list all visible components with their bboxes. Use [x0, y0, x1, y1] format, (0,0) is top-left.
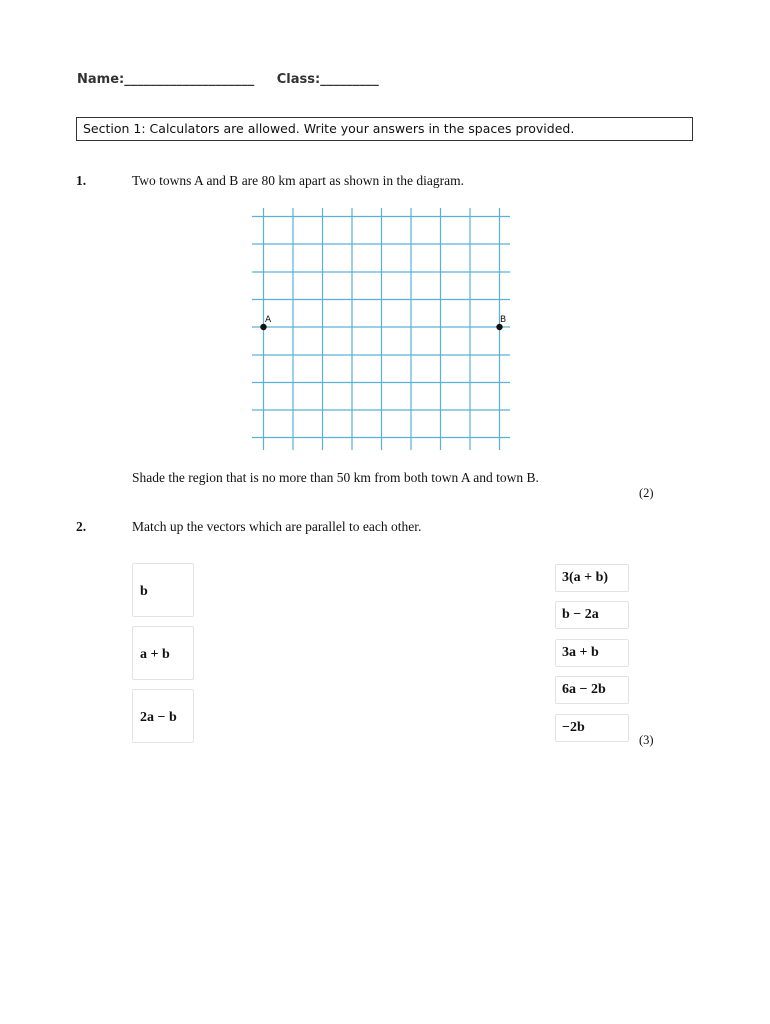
right-vector-card[interactable]: b − 2a — [555, 601, 629, 629]
town-a-label: A — [265, 315, 272, 325]
question-1-number: 1. — [76, 173, 87, 188]
left-vector-card[interactable]: a + b — [132, 626, 194, 680]
class-field[interactable]: Class:_________ — [276, 72, 379, 87]
town-b-label: B — [500, 315, 507, 325]
right-vector-card[interactable]: 6a − 2b — [555, 676, 629, 704]
town-grid-diagram — [250, 206, 512, 452]
right-vector-card[interactable]: 3a + b — [555, 639, 629, 667]
right-vector-card[interactable]: 3(a + b) — [555, 564, 629, 592]
student-info-header — [77, 72, 397, 87]
question-1-instruction: Shade the region that is no more than 50 km from both town A and town B. — [132, 470, 539, 485]
name-field[interactable]: Name:____________________ — [77, 72, 255, 87]
right-vector-card[interactable]: −2b — [555, 714, 629, 742]
left-vector-card[interactable]: b — [132, 563, 194, 617]
question-2-number: 2. — [76, 519, 87, 534]
question-2-marks: (3) — [639, 733, 654, 747]
question-1-marks: (2) — [639, 486, 654, 500]
left-vector-card[interactable]: 2a − b — [132, 689, 194, 743]
grid-lines — [252, 208, 510, 450]
question-2-text: Match up the vectors which are parallel to each other. — [132, 519, 422, 534]
question-1-text: Two towns A and B are 80 km apart as shown in the diagram. — [132, 173, 464, 188]
section-instructions: Section 1: Calculators are allowed. Write your answers in the spaces provided. — [76, 117, 693, 141]
